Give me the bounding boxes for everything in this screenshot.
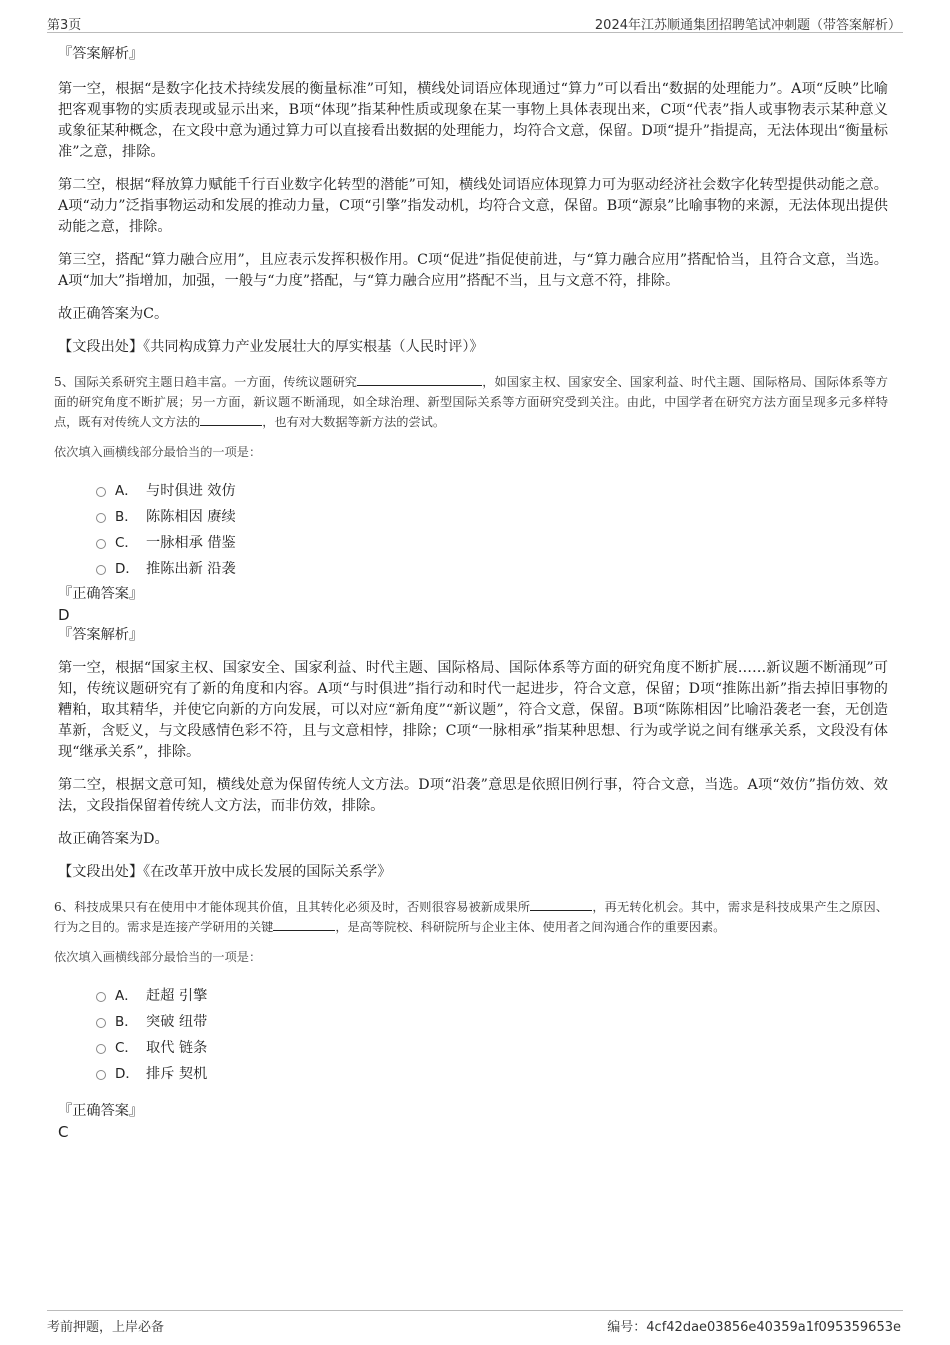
- analysis-paragraph: 第二空，根据文意可知，横线处意为保留传统人文方法。D项“沿袭”意思是依照旧例行事，符合文意，当选。A项“效仿”指仿效、效法，文段指保留着传统人文方法，而非仿效，排除。: [58, 777, 888, 814]
- prev-analysis-paragraph: 第一空，根据“是数字化技术持续发展的衡量标准”可知，横线处词语应体现通过“算力”可以看出“数据的处理能力”。A项“反映”比喻把客观事物的实质表现或显示出来，B项“体现”指某种性质或现象在某一事物上具体表现出来，C项“代表”指人或事物表示某种意义或象征某种概念，在文段中意为通过算力可以直接看出数据的处理能力，均符合文意，保留。D项“提升”指提高，无法体现出“衡量标准”之意，排除。: [58, 81, 888, 160]
- fill-blank: [200, 412, 262, 426]
- prev-analysis-label: 『答案解析』: [58, 46, 144, 62]
- radio-button[interactable]: [96, 565, 106, 575]
- option-b[interactable]: B． 陈陈相因 赓续: [96, 504, 888, 530]
- page-header: [47, 10, 903, 33]
- radio-button[interactable]: [96, 539, 106, 549]
- question-5-stem: 5、国际关系研究主题日趋丰富。一方面，传统议题研究 ，如国家主权、国家安全、国家利益、时代主题、国际格局、国际体系等方面的研究角度不断扩展；另一方面，新议题不断涌现，如全球治理、新型国际关系等方面研究受到关注。由此，中国学者在研究方法方面呈现多元多样特点，既有对传统人文方法的 ，也有对大数据等新方法的尝试。: [54, 372, 888, 432]
- analysis-paragraph: 第一空，根据“国家主权、国家安全、国家利益、时代主题、国际格局、国际体系等方面的研究角度不断扩展……新议题不断涌现”可知，传统议题研究有了新的角度和内容。A项“与时俱进”指行动和时代一起进步，符合文意，保留；D项“推陈出新”指去掉旧事物的糟粕，取其精华，并使它向新的方向发展，可以对应“新角度”“新议题”，符合文意，保留。B项“陈陈相因”比喻沿袭老一套，无创造革新，含贬义，与文段感情色彩不符，且与文意相悖，排除；C项“一脉相承”指某种思想、行为或学说之间有继承关系，文段没有体现“继承关系”，排除。: [58, 660, 888, 760]
- option-c[interactable]: C． 一脉相承 借鉴: [96, 530, 888, 556]
- correct-answer: C: [58, 1123, 69, 1141]
- radio-button[interactable]: [96, 513, 106, 523]
- option-d[interactable]: D． 排斥 契机: [96, 1061, 888, 1087]
- answer-analysis-label: 『答案解析』: [58, 627, 144, 643]
- document-title: 2024年江苏顺通集团招聘笔试冲刺题（带答案解析）: [594, 18, 901, 33]
- radio-button[interactable]: [96, 992, 106, 1002]
- page-number: 第3页: [47, 18, 82, 33]
- option-b[interactable]: B． 突破 纽带: [96, 1009, 888, 1035]
- option-c[interactable]: C． 取代 链条: [96, 1035, 888, 1061]
- question-6-options: [96, 983, 888, 1087]
- radio-button[interactable]: [96, 487, 106, 497]
- option-d[interactable]: D． 推陈出新 沿袭: [96, 556, 888, 582]
- correct-answer-label: 『正确答案』: [58, 1103, 144, 1119]
- source: 【文段出处】《在改革开放中成长发展的国际关系学》: [58, 864, 392, 880]
- prev-conclusion: 故正确答案为C。: [58, 306, 169, 322]
- prev-analysis-paragraph: 第三空，搭配“算力融合应用”，且应表示发挥积极作用。C项“促进”指促使前进，与“算力融合应用”搭配恰当，且符合文意，当选。A项“加大”指增加，加强，一般与“力度”搭配，与“算力融合应用”搭配不当，且与文意不符，排除。: [58, 252, 888, 289]
- question-5-options: [96, 478, 888, 582]
- correct-answer-label: 『正确答案』: [58, 586, 144, 602]
- page-footer: [47, 1310, 903, 1341]
- question-6-instruction: 依次填入画横线部分最恰当的一项是：: [54, 950, 262, 964]
- footer-slogan: 考前押题，上岸必备: [47, 1320, 165, 1335]
- document-id: 编号：4cf42dae03856e40359a1f095359653e: [607, 1320, 901, 1335]
- question-6-stem: 6、科技成果只有在使用中才能体现其价值，且其转化必须及时，否则很容易被新成果所 ，再无转化机会。其中，需求是科技成果产生之原因、行为之目的。需求是连接产学研用的关键 ，是高等院校、科研院所与企业主体、使用者之间沟通合作的重要因素。: [54, 897, 888, 937]
- prev-source: 【文段出处】《共同构成算力产业发展壮大的厚实根基（人民时评）》: [58, 339, 484, 355]
- radio-button[interactable]: [96, 1018, 106, 1028]
- conclusion: 故正确答案为D。: [58, 831, 169, 847]
- radio-button[interactable]: [96, 1044, 106, 1054]
- page-content: [54, 44, 888, 1142]
- correct-answer: D: [58, 606, 70, 624]
- option-a[interactable]: A． 与时俱进 效仿: [96, 478, 888, 504]
- fill-blank: [530, 897, 592, 911]
- fill-blank: [357, 372, 482, 386]
- radio-button[interactable]: [96, 1070, 106, 1080]
- option-a[interactable]: A． 赶超 引擎: [96, 983, 888, 1009]
- fill-blank: [273, 917, 335, 931]
- question-5-instruction: 依次填入画横线部分最恰当的一项是：: [54, 445, 262, 459]
- prev-analysis-paragraph: 第二空，根据“释放算力赋能千行百业数字化转型的潜能”可知，横线处词语应体现算力可为驱动经济社会数字化转型提供动能之意。A项“动力”泛指事物运动和发展的推动力量，C项“引擎”指发动机，均符合文意，保留。B项“源泉”比喻事物的来源，无法体现出提供动能之意，排除。: [58, 177, 888, 235]
